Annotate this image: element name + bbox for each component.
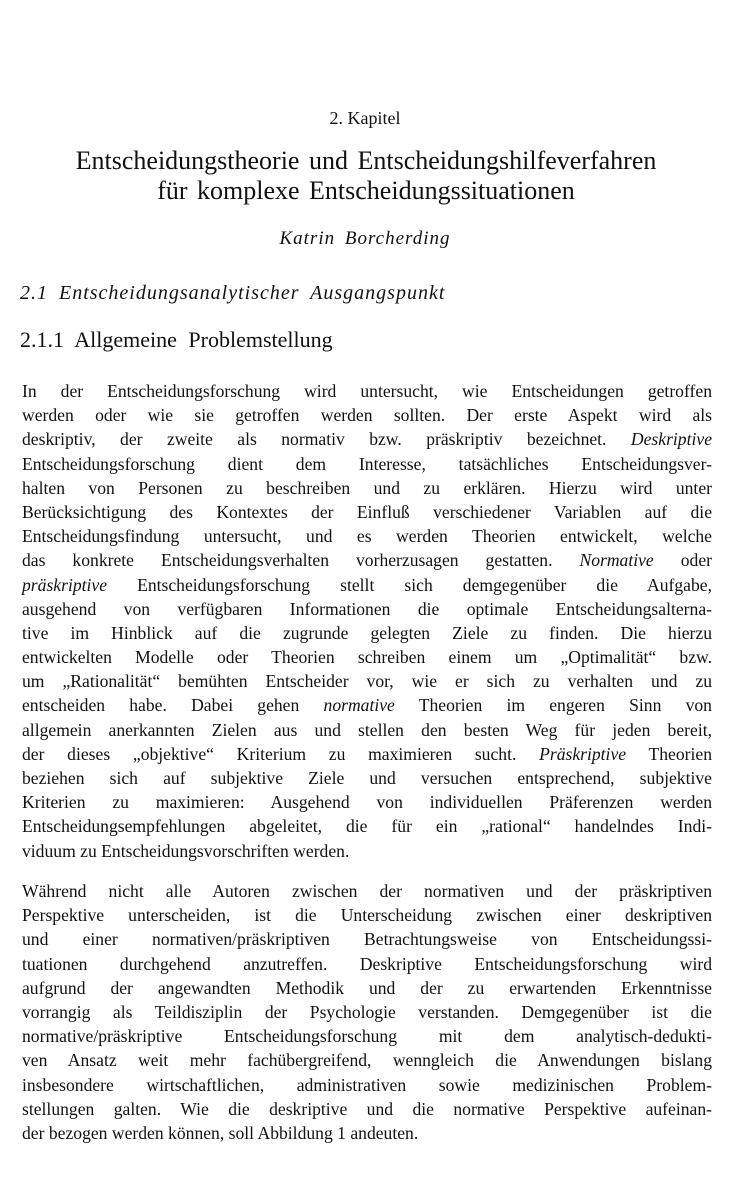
text-line: Entscheidungsforschung dient dem Interesse, tatsächliches Entscheidungsver- [22,453,712,474]
text-line: Entscheidungsfindung untersucht, und es werden Theorien entwickelt, welche [22,526,712,547]
text-line: tive im Hinblick auf die zugrunde gelegten Ziele zu finden. Die hierzu [22,622,712,643]
chapter-title-line-2: für komplexe Entscheidungssituationen [157,176,575,205]
chapter-title-line-1: Entscheidungstheorie und Entscheidungshilfeverfahren [75,146,657,175]
text-line: Perspektive unterscheiden, ist die Unterscheidung zwischen einer deskriptiven [22,905,712,926]
text-line: tuationen durchgehend anzutreffen. Deskriptive Entscheidungsforschung wird [22,953,712,974]
chapter-label: 2. Kapitel [329,108,401,128]
text-line: der bezogen werden können, soll Abbildung 1 andeuten. [22,1122,419,1143]
text-line [22,693,712,717]
emphasis-normative: Normative [579,550,654,571]
text-run: das konkrete Entscheidungsverhalten vorherzusagen gestatten. [22,550,553,571]
text-line: Berücksichtigung des Kontextes der Einfluß verschiedener Variablen auf die [22,501,712,522]
text-line [22,573,712,597]
text-run: Theorien [648,743,712,764]
text-line: Während nicht alle Autoren zwischen der normativen und der präskriptiven [22,881,712,901]
text-run: der dieses „objektive“ Kriterium zu maximieren sucht. [22,743,517,764]
section-heading: 2.1 Entscheidungsanalytischer Ausgangspunkt [20,282,446,304]
emphasis-praeskriptive: präskriptive [22,574,108,595]
text-line: Kriterien zu maximieren: Ausgehend von individuellen Präferenzen werden [22,792,712,813]
emphasis-deskriptive: Deskriptive [630,429,713,450]
text-line: entwickelten Modelle oder Theorien schreiben einem um „Optimalität“ bzw. [22,647,712,668]
text-run: deskriptiv, der zweite als normativ bzw. präskriptiv bezeichnet. [22,429,607,450]
text-run: oder [680,550,712,571]
text-line: vorrangig als Teildisziplin der Psychologie verstanden. Demgegenüber ist die [22,1001,712,1022]
text-line: um „Rationalität“ bemühten Entscheider vor, wie er sich zu verhalten und zu [22,671,712,692]
text-line [22,742,712,766]
text-run: entscheiden habe. Dabei gehen [22,695,300,716]
paragraph-1 [22,379,712,863]
text-line: viduum zu Entscheidungsvorschriften werden. [22,840,350,861]
text-line: und einer normativen/präskriptiven Betrachtungsweise von Entscheidungssi- [22,929,712,950]
subsection-heading: 2.1.1 Allgemeine Problemstellung [20,327,333,352]
paragraph-2 [22,879,712,1145]
text-line: werden oder wie sie getroffen werden sollten. Der erste Aspekt wird als [22,405,712,426]
text-line: In der Entscheidungsforschung wird untersucht, wie Entscheidungen getroffen [22,381,712,401]
text-line: allgemein anerkannten Zielen aus und stellen den besten Weg für jeden bereit, [22,719,712,740]
text-line: aufgrund der angewandten Methodik und der zu erwartenden Erkenntnisse [22,977,712,998]
text-run: Theorien im engeren Sinn von [418,695,712,716]
text-line [22,427,712,451]
emphasis-praeskriptive: Präskriptive [539,743,627,764]
text-run: Entscheidungsforschung stellt sich demgegenüber die Aufgabe, [137,574,712,595]
text-line: beziehen sich auf subjektive Ziele und versuchen entsprechend, subjektive [22,768,712,788]
text-line: ven Ansatz weit mehr fachübergreifend, wenngleich die Anwendungen bislang [22,1050,712,1071]
text-line [22,548,712,572]
chapter-title [10,146,722,206]
text-line: Entscheidungsempfehlungen abgeleitet, die für ein „rational“ handelndes Indi- [22,816,712,837]
text-line: normative/präskriptive Entscheidungsforschung mit dem analytisch-dedukti- [22,1026,712,1047]
text-line: insbesondere wirtschaftlichen, administrativen sowie medizinischen Problem- [22,1074,712,1095]
author-name: Katrin Borcherding [279,228,451,249]
text-line: ausgehend von verfügbaren Informationen die optimale Entscheidungsalterna- [22,598,712,619]
text-line: stellungen galten. Wie die deskriptive und die normative Perspektive aufeinan- [22,1098,712,1119]
text-line: halten von Personen zu beschreiben und zu erklären. Hierzu wird unter [22,477,712,498]
emphasis-normative: normative [323,695,395,716]
